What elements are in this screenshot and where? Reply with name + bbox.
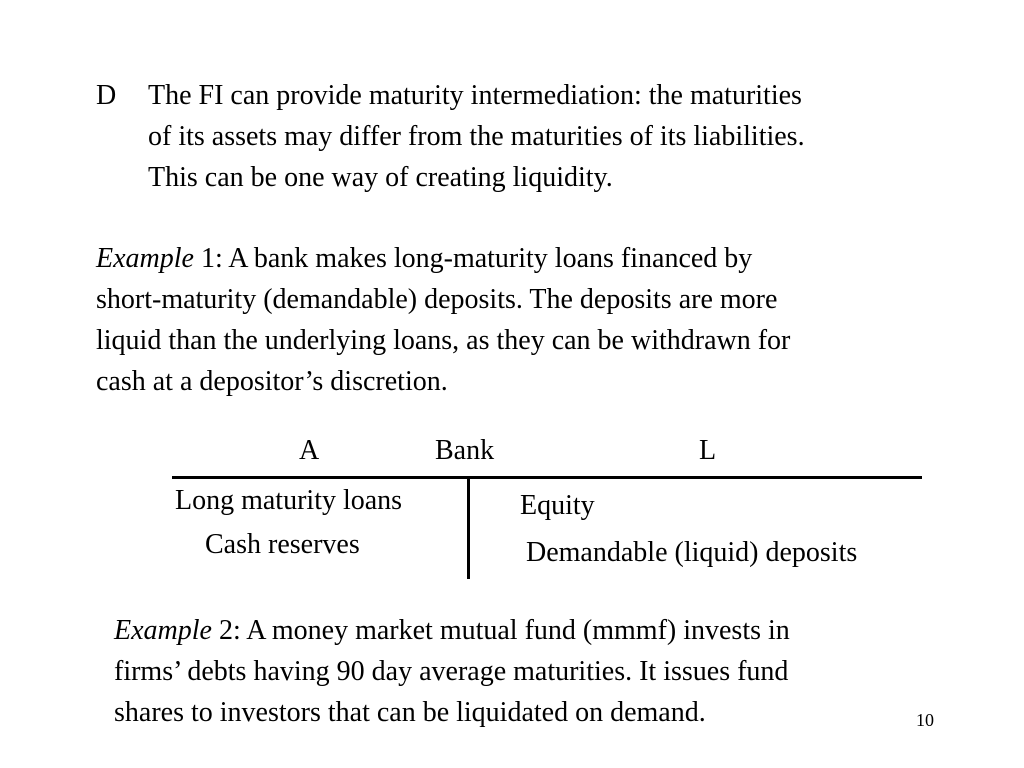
example-2-line-1	[114, 610, 790, 651]
example-1-line-1-text: 1: A bank makes long-maturity loans financed by	[193, 243, 753, 274]
liability-item-demandable-deposits: Demandable (liquid) deposits	[526, 537, 858, 568]
example-2-line-3: shares to investors that can be liquidated on demand.	[114, 697, 706, 728]
example-1-line-2: short-maturity (demandable) deposits. The deposits are more	[96, 284, 778, 315]
example-2-line-2: firms’ debts having 90 day average maturities. It issues fund	[114, 656, 789, 687]
t-account-title: Bank	[435, 435, 495, 466]
example-1-line-3: liquid than the underlying loans, as they can be withdrawn for	[96, 325, 791, 356]
asset-item-cash-reserves: Cash reserves	[205, 529, 360, 560]
example-1-line-1	[96, 238, 752, 279]
point-d-line-1: The FI can provide maturity intermediation: the maturities	[148, 80, 802, 111]
point-marker: D	[96, 80, 117, 111]
example-1-label: Example	[96, 243, 194, 274]
example-1-line-4: cash at a depositor’s discretion.	[96, 366, 448, 397]
point-d-line-2: of its assets may differ from the maturities of its liabilities.	[148, 121, 805, 152]
t-account-horizontal-rule	[172, 476, 922, 479]
asset-item-long-maturity-loans: Long maturity loans	[175, 485, 403, 516]
t-account-vertical-rule	[467, 478, 470, 579]
t-account-liabilities-header: L	[699, 435, 717, 466]
example-2-line-1-text: 2: A money market mutual fund (mmmf) invests in	[211, 615, 790, 646]
point-d-line-3: This can be one way of creating liquidity.	[148, 162, 613, 193]
page-number: 10	[916, 710, 934, 730]
example-2-label: Example	[114, 615, 212, 646]
liability-item-equity: Equity	[520, 490, 595, 521]
t-account-assets-header: A	[299, 435, 320, 466]
